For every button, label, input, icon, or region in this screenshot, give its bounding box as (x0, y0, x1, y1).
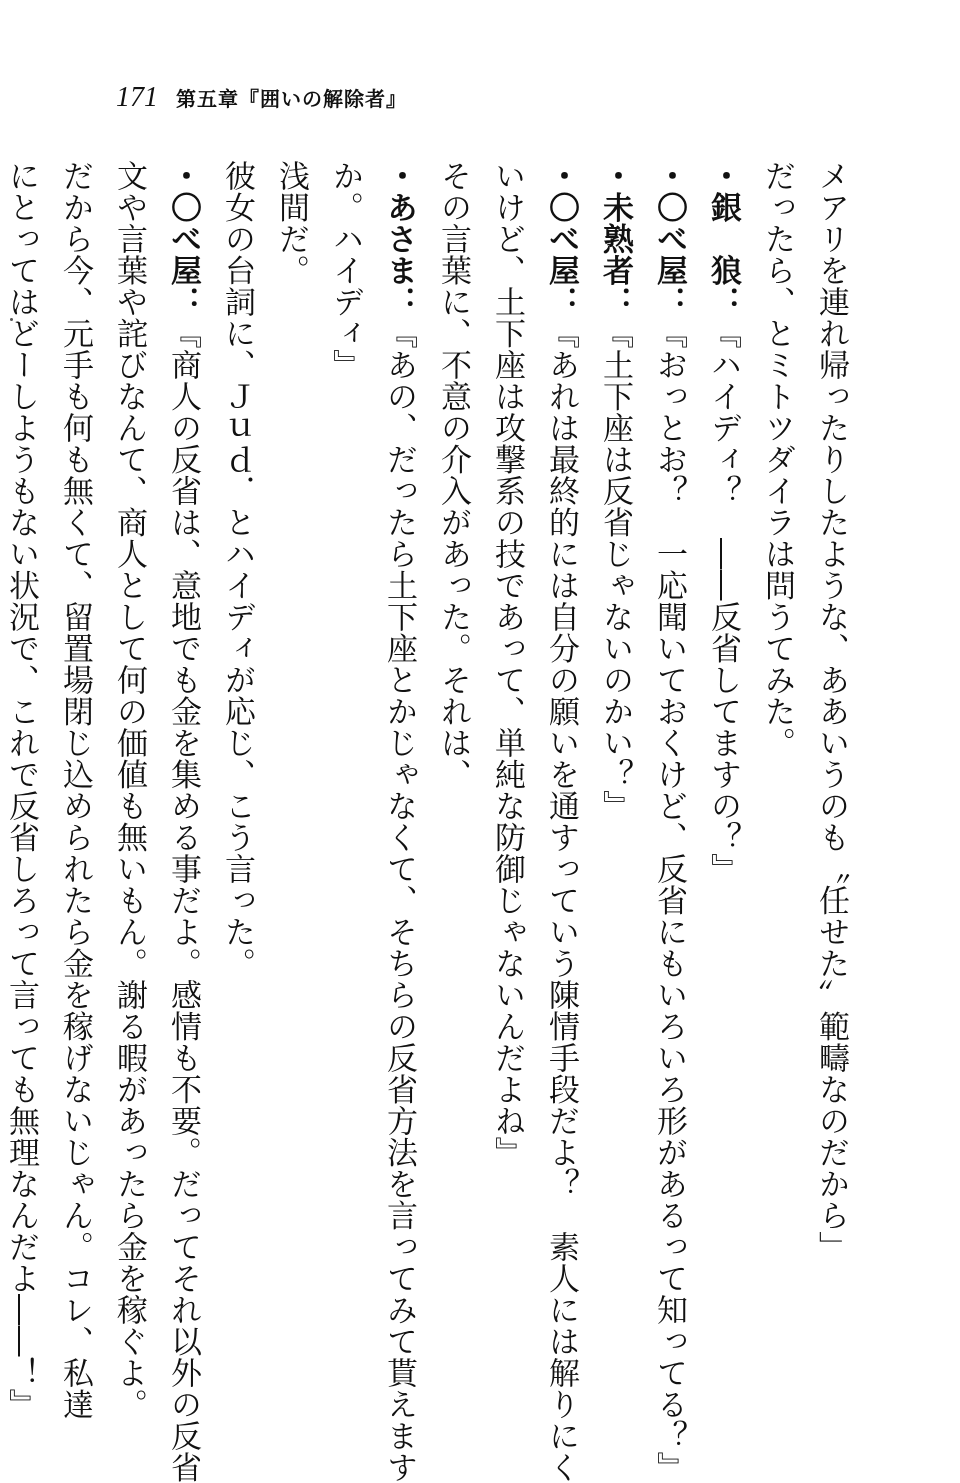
text-line (372, 160, 426, 1310)
text-line (588, 160, 642, 1310)
line-text: か。ハイディ』 (327, 160, 363, 381)
line-text: 『商人の反省は、意地でも金を集める事だよ。感情も不要。だってそれ以外の反省 (165, 318, 201, 1483)
text-line (318, 160, 372, 1310)
line-text: 『あれは最終的には自分の願いを通すっていう陳情手段だよ？ 素人には解りにく (543, 318, 579, 1483)
text-line (210, 160, 264, 1310)
text-line (696, 160, 750, 1310)
line-text: 『ハイディ？ ――反省してますの？』 (705, 318, 741, 885)
text-line (804, 160, 858, 1310)
speaker-label: ・未熟者： (597, 160, 633, 318)
line-text: いけど、土下座は攻撃系の技であって、単純な防御じゃないんだよね』 (489, 160, 525, 1168)
page-number: 171 (116, 82, 158, 114)
text-line (426, 160, 480, 1310)
text-line (534, 160, 588, 1310)
line-text: だから今、元手も何も無くて、留置場閉じ込められたら金を稼げないじゃん。コレ、私達 (57, 160, 93, 1420)
line-text: 『土下座は反省じゃないのかい？』 (597, 318, 633, 822)
speaker-label: ・あさま： (381, 160, 417, 318)
speaker-label: ・銀 狼： (705, 160, 741, 318)
line-text: 文や言葉や詫びなんて、商人として何の価値も無いもん。謝る暇があったら金を稼ぐよ。 (111, 160, 147, 1420)
line-text: 『おっとお？ 一応聞いておくけど、反省にもいろいろ形があるって知ってる？』 (651, 318, 687, 1483)
text-line (0, 160, 48, 1310)
chapter-title: 第五章『囲いの解除者』 (176, 83, 407, 112)
line-text: その言葉に、不意の介入があった。それは、 (435, 160, 471, 790)
text-line (642, 160, 696, 1310)
speaker-label: ・〇べ屋： (651, 160, 687, 318)
text-line (156, 160, 210, 1310)
speaker-label: ・〇べ屋： (543, 160, 579, 318)
text-line (102, 160, 156, 1310)
text-line (264, 160, 318, 1310)
text-line (750, 160, 804, 1310)
line-text: メアリを連れ帰ったりしたような、ああいうのも〝任せた〟範疇なのだから」 (813, 160, 849, 1263)
line-text: だったら、とミトツダイラは問うてみた。 (759, 160, 795, 759)
line-text: にとってはどーしようもない状況で、これで反省しろって言っても無理なんだよ――！』 (3, 160, 39, 1420)
vertical-body-text (118, 160, 858, 1310)
speaker-label: ・〇べ屋： (165, 160, 201, 318)
text-line (48, 160, 102, 1310)
line-text: 『あの、だったら土下座とかじゃなくて、そちらの反省方法を言ってみて貰えます (381, 318, 417, 1483)
page-header (116, 82, 407, 116)
text-line (480, 160, 534, 1310)
line-text: 彼女の台詞に、Ｊｕｄ．とハイディが応じ、こう言った。 (219, 160, 255, 979)
line-text: 浅間だ。 (273, 160, 309, 286)
